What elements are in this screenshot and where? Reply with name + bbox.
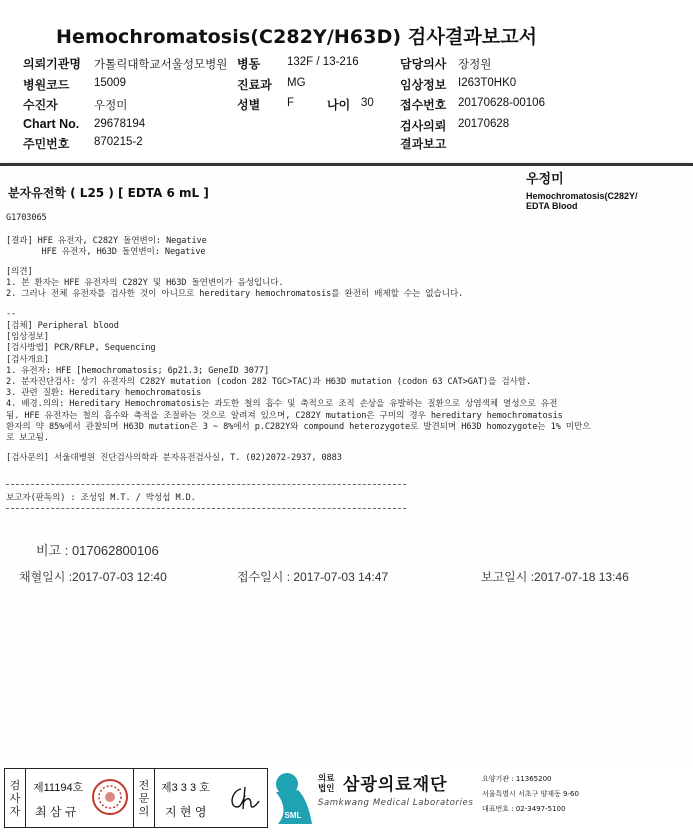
opinion-line: 2. 그러나 전체 유전자를 검사한 것이 아니므로 hereditary hemochromatosis를 완전히 배제할 수는 없습니다.: [6, 289, 464, 300]
result-line: HFE 유전자, H63D 돌연변이: Negative: [6, 247, 206, 258]
org-english-name: Samkwang Medical Laboratories: [318, 798, 474, 808]
dept-label: 진료과: [237, 78, 272, 92]
report-datetime: 보고일시 :2017-07-18 13:46: [481, 570, 629, 584]
ward-label: 병동: [237, 57, 261, 71]
dept-value: MG: [287, 77, 306, 89]
receive-datetime: 접수일시 : 2017-07-03 14:47: [237, 570, 389, 584]
code-value: 15009: [94, 77, 126, 89]
footer: [0, 764, 693, 833]
org-code: 요양기관 : 11365200: [482, 775, 552, 783]
report-title: Hemochromatosis(C282Y/H63D) 검사결과보고서: [56, 26, 538, 48]
patient-name: 우정미: [526, 172, 564, 187]
info-line: [검사방법] PCR/RFLP, Sequencing: [6, 343, 156, 354]
separator: --: [6, 309, 17, 319]
result-report-label: 결과보고: [400, 137, 447, 151]
result-block: [6, 236, 207, 258]
sex-value: F: [287, 97, 295, 109]
chart-value: 29678194: [94, 118, 146, 130]
specialist-name: 지 현 영: [165, 805, 207, 819]
recipient-label: 수진자: [23, 98, 58, 112]
age-value: 30: [361, 97, 374, 109]
info-line: [검사개요]: [6, 354, 49, 365]
result-line: [결과] HFE 유전자, C282Y 돌연변이: Negative: [6, 236, 207, 246]
clinical-value: I263T0HK0: [458, 77, 517, 89]
divider-line: [6, 508, 406, 509]
doctor-label: 담당의사: [400, 57, 447, 71]
sex-label: 성별: [237, 98, 261, 112]
info-line: 3. 관련 질환: Hereditary hemochromatosis: [6, 388, 202, 399]
hospital-value: 가톨릭대학교서울성모병원: [94, 59, 228, 71]
info-block: [6, 321, 590, 444]
ssn-value: 870215-2: [94, 136, 143, 148]
remark: 비고 : 017062800106: [36, 543, 159, 558]
specimen-type: EDTA Blood: [526, 201, 578, 211]
receipt-label: 접수번호: [400, 98, 447, 112]
info-line: 2. 분자진단검사: 상기 유전자의 C282Y mutation (codon 282 TGC>TAC)과 H63D mutation (codon 63 CAT>GAT)을 검사함.: [6, 377, 532, 388]
collect-datetime: 채혈일시 :2017-07-03 12:40: [19, 570, 167, 584]
org-info: [482, 772, 579, 817]
seal-stamp-icon: [91, 778, 129, 816]
svg-text:SML: SML: [284, 811, 302, 820]
signature-icon: [227, 783, 263, 815]
info-line: 됨. HFE 유전자는 철의 흡수와 축적을 조절하는 것으로 알려져 있으며, C282Y mutation은 구미의 경우 hereditary hemochromatosis: [6, 410, 563, 421]
recipient-value: 우정미: [94, 100, 128, 112]
info-line: 로 보고됨.: [6, 433, 49, 444]
age-label: 나이: [327, 98, 351, 112]
info-line: 4. 배경.의의: Hereditary Hemochromatosis는 과도한 철의 흡수 및 축적으로 조직 손상을 유발하는 질환으로 상염색체 열성으로 유전: [6, 399, 558, 410]
clinical-label: 임상정보: [400, 78, 447, 92]
inspector-vertical-label: 검 사 자: [5, 769, 26, 827]
divider-line: [6, 484, 406, 485]
opinion-line: [의견]: [6, 267, 33, 277]
info-line: [임상정보]: [6, 332, 49, 343]
patient-name-box: [526, 168, 638, 211]
doctor-value: 장정원: [458, 59, 492, 71]
sml-logo-icon: [272, 770, 316, 826]
request-value: 20170628: [458, 118, 510, 130]
code-label: 병원코드: [23, 78, 70, 92]
specimen-id: G1703065: [6, 213, 47, 223]
specialist-vertical-label: 전 문 의: [133, 769, 155, 827]
info-line: [검체] Peripheral blood: [6, 321, 119, 331]
ward-value: 132F / 13-216: [287, 56, 359, 68]
info-line: 환자의 약 85%에서 관찰되며 H63D mutation은 3 ~ 8%에서 p.C282Y와 compound heterozygote로 발견되며 H63D homozygote는 1% 미만으: [6, 421, 591, 432]
inspector-name: 최 삼 규: [35, 805, 77, 819]
signature-box: [4, 768, 268, 828]
reporter-line: 보고자(판독의) : 조성임 M.T. / 박성섭 M.D.: [6, 493, 196, 503]
org-address: 서울특별시 서초구 양재동 9-60: [482, 790, 579, 798]
org-prefix: 의료 법인: [318, 774, 335, 794]
report-body: [0, 166, 693, 764]
info-line: 1. 유전자: HFE [hemochromatosis; 6p21.3; GeneID 3077]: [6, 365, 270, 376]
org-phone: 대표번호 : 02-3497-5100: [482, 805, 566, 813]
opinion-line: 1. 본 환자는 HFE 유전자의 C282Y 및 H63D 돌연변이가 음성입니다.: [6, 278, 284, 289]
request-label: 검사의뢰: [400, 119, 447, 133]
inspector-license: 제11194호: [33, 782, 84, 794]
section-title: 분자유전학 ( L25 ) [ EDTA 6 mL ]: [8, 186, 209, 200]
test-name: Hemochromatosis(C282Y/: [526, 191, 638, 201]
ssn-label: 주민번호: [23, 137, 70, 151]
opinion-block: [6, 267, 463, 301]
chart-label: Chart No.: [23, 117, 80, 131]
specialist-license: 제3 3 3 호: [161, 782, 210, 794]
receipt-value: 20170628-00106: [458, 97, 545, 109]
contact-line: [검사문의] 서울대병원 진단검사의학과 분자유전검사실, T. (02)2072-2937, 0883: [6, 453, 342, 463]
hospital-label: 의뢰기관명: [23, 57, 81, 71]
org-name: 삼광의료재단: [343, 775, 448, 795]
